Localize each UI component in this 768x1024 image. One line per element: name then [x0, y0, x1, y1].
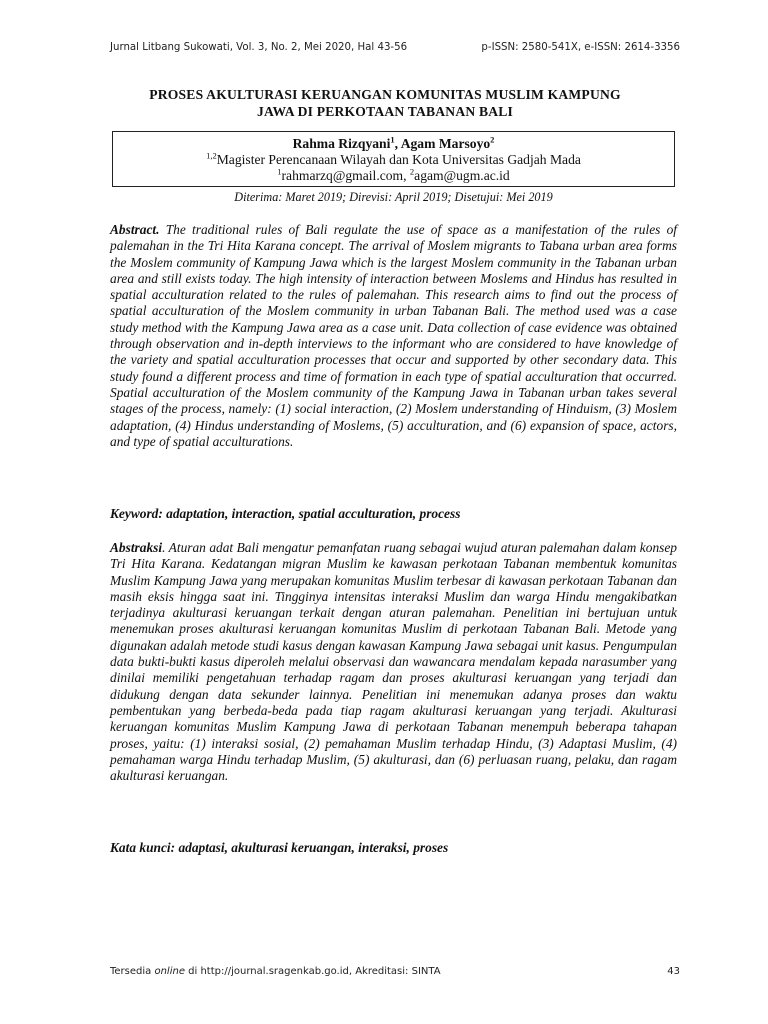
abstract-english — [110, 222, 677, 450]
abstract-id-label: Abstraksi — [110, 540, 163, 555]
email-1: rahmarzq@gmail.com, — [281, 168, 410, 183]
abstract-indonesian — [110, 540, 677, 784]
running-header — [110, 42, 680, 53]
affiliation — [113, 152, 674, 168]
availability-online: online — [154, 966, 185, 977]
submission-dates: Diterima: Maret 2019; Direvisi: April 2019; Disetujui: Mei 2019 — [234, 190, 553, 204]
abstract-id-text: . Aturan adat Bali mengatur pemanfatan ruang sebagai wujud aturan palemahan dalam konsep Tri Hita Karana. Kedatangan migran Muslim ke kawasan perkotaan Tabanan membentuk komunitas Muslim Kampung Jawa yang merupakan komunitas Muslim terbesar di kawasan perkotaan Tabanan dan masih eksis hingga saat ini. Tingginya intensitas interaksi Muslim dan warga Hindu mengakibatkan terjadinya akulturasi keruangan terkait dengan aturan palemahan. Penelitian ini bertujuan untuk menemukan proses akulturasi keruangan komunitas Muslim di perkotaan Tabanan Bali. Metode yang digunakan adalah metode studi kasus dengan kawasan Kampung Jawa sebagai unit kasus. Pengumpulan data bukti-bukti kasus diperoleh melalui observasi dan wawancara mendalam kepada narasumber yang dinilai memiliki pengetahuan terhadap ragam dan proses akulturasi keruangan yang terjadi dan didukung dengan data sekunder lainnya. Penelitian ini menemukan adanya proses dan waktu pembentukan yang berbeda-beda pada tiap ragam akulturasi keruangan yang terjadi. Akulturasi keruangan komunitas Muslim Kampung Jawa di perkotaan Tabanan menempuh beberapa tahapan proses, yaitu: (1) interaksi sosial, (2) pemahaman Muslim terhadap Hindu, (3) Adaptasi Muslim, (4) pemahaman warga Hindu terhadap Muslim, (5) akulturasi, dan (6) perluasan ruang, pelaku, dan ragam akulturasi keruangan. — [110, 540, 677, 784]
title-line-2: JAWA DI PERKOTAAN TABANAN BALI — [256, 104, 513, 119]
title-line-1: PROSES AKULTURASI KERUANGAN KOMUNITAS MUSLIM KAMPUNG — [149, 87, 621, 102]
email-2-sup: 2 — [409, 166, 415, 177]
author-1: Rahma Rizqyani — [292, 136, 391, 151]
paper-title — [100, 86, 670, 120]
affiliation-sup: 1,2 — [206, 150, 217, 161]
page-footer — [110, 966, 680, 977]
author-2-sup: 2 — [490, 134, 495, 145]
author-1-sup: 1 — [390, 134, 395, 145]
author-box — [112, 131, 675, 187]
author-names — [113, 136, 674, 152]
emails — [113, 168, 674, 184]
email-1-sup: 1 — [277, 166, 282, 177]
availability-prefix: Tersedia — [110, 966, 155, 977]
page-number: 43 — [667, 966, 680, 977]
journal-citation: Jurnal Litbang Sukowati, Vol. 3, No. 2, Mei 2020, Hal 43-56 — [110, 42, 408, 53]
availability-note — [110, 966, 441, 977]
author-2: Agam Marsoyo — [400, 136, 491, 151]
keywords-indonesian: Kata kunci: adaptasi, akulturasi keruangan, interaksi, proses — [110, 840, 449, 855]
keywords-english: Keyword: adaptation, interaction, spatial acculturation, process — [110, 506, 461, 521]
availability-suffix: di http://journal.sragenkab.go.id, Akreditasi: SINTA — [184, 966, 441, 977]
abstract-en-label: Abstract. — [110, 222, 160, 237]
issn-info: p-ISSN: 2580-541X, e-ISSN: 2614-3356 — [481, 42, 680, 53]
email-2: agam@ugm.ac.id — [414, 168, 510, 183]
abstract-en-text: The traditional rules of Bali regulate the use of space as a manifestation of the rules of palemahan in the Tri Hita Karana concept. The arrival of Moslem migrants to Tabana urban area forms the Moslem community of Kampung Jawa which is the largest Moslem community in the Tabanan urban area and still exists today. The high intensity of interaction between Moslems and Hindus has resulted in spatial acculturation related to the rules of palemahan. This research aims to find out the process of spatial acculturation of the Moslem community in urban Tabanan Bali. The method used was a case study method with the Kampung Jawa area as a case unit. Data collection of case evidence was obtained through observation and in-depth interviews to the informant who are considered to have knowledge of the variety and spatial acculturation processes that occur and supported by other secondary data. This study found a different process and time of formation in each type of spatial acculturation that occurred. Spatial acculturation of the Moslem community of the Kampung Jawa in Tabanan urban takes several stages of the process, namely: (1) social interaction, (2) Moslem understanding of Hinduism, (3) Moslem adaptation, (4) Hindus understanding of Moslems, (5) acculturation, and (6) expansion of space, actors, and type of spatial acculturations. — [110, 222, 677, 449]
author-separator: , — [394, 136, 401, 151]
affiliation-text: Magister Perencanaan Wilayah dan Kota Universitas Gadjah Mada — [216, 152, 581, 167]
